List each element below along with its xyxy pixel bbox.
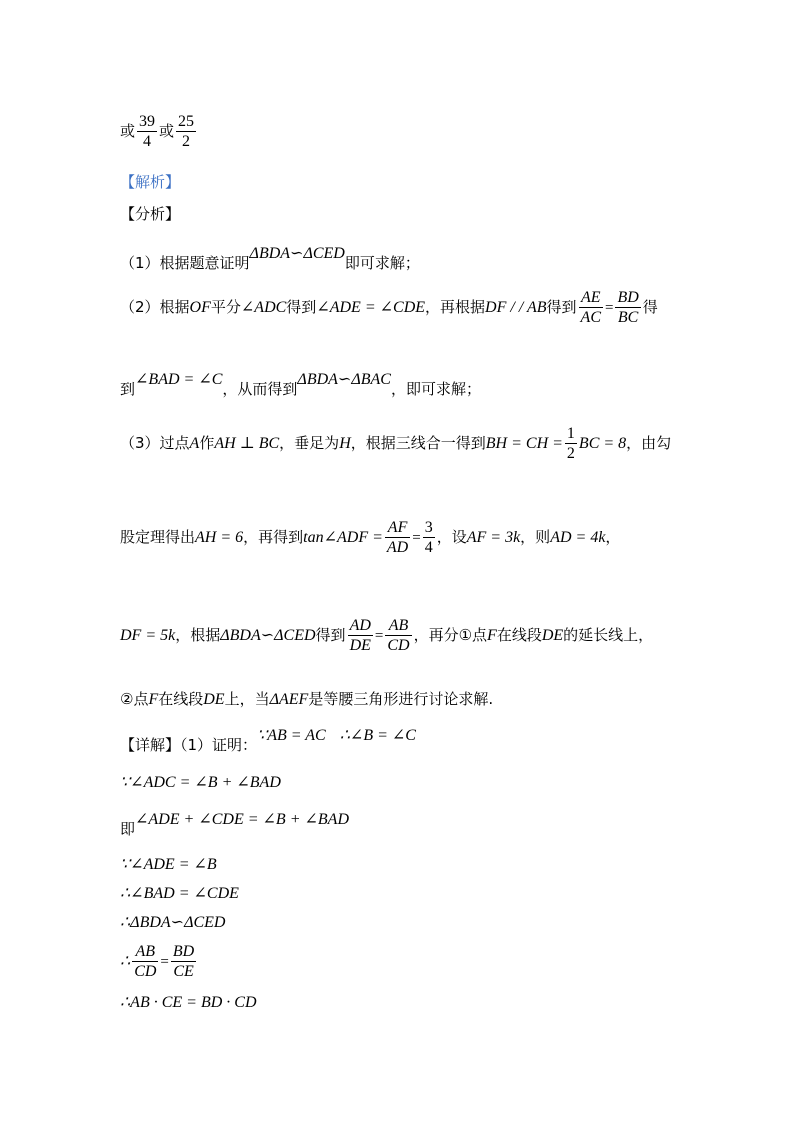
step-1: ∵∠ADC = ∠B + ∠BAD [120,774,281,791]
similar-triangles-math: ΔBDA∽ΔCED [249,245,345,262]
fenxi-label: 【分析】 [120,205,181,223]
fraction-one-half: $\frac{1}{2}$ [566,425,575,463]
step-6: ∴ $\frac{AB}{CD}$ = $\frac{BD}{CE}$ [120,943,195,981]
fraction-ab-cd: $\frac{AB}{CD}$ [134,943,157,981]
xiangjie-line: 【详解】（1）证明：∵AB = AC ∴∠B = ∠C [120,727,416,754]
step-4: ∴∠BAD = ∠CDE [120,885,239,902]
fraction-ab-cd: $\frac{AB}{CD}$ [387,617,410,655]
fraction-bd-bc: $\frac{BD}{BC}$ [617,289,639,327]
or-text: 或 [120,122,136,141]
step-3: ∵∠ADE = ∠B [120,856,217,873]
answer-line [120,112,198,151]
fraction-25-2: $\frac{25}{2}$ [178,113,195,151]
fraction-39-4: $\frac{39}{4}$ [139,113,156,151]
xiangjie-label: 【详解】（1）证明： [120,736,258,754]
analysis-part-3-cont2: DF = 5k，根据ΔBDA∽ΔCED得到 $\frac{AD}{DE}$ = $\frac{AB}{CD}$ ，再分①点F在线段DE的延长线上， [120,617,654,655]
step-5: ∴ΔBDA∽ΔCED [120,914,226,931]
fraction-af-ad: $\frac{AF}{AD}$ [386,519,409,557]
or-text: 或 [159,122,175,141]
step-7: ∴AB · CE = BD · CD [120,994,257,1011]
fraction-3-4: $\frac{3}{4}$ [424,519,433,557]
analysis-part-2: （2）根据OF平分∠ADC得到∠ADE = ∠CDE，再根据DF / / AB得到 $\frac{AE}{AC}$ = $\frac{BD}{BC}$ 得 [120,289,658,327]
analysis-part-3: （3）过点A作AH ⊥ BC，垂足为H，根据三线合一得到BH = CH = $\frac{1}{2}$ BC = 8，由勾 [120,425,672,463]
jiexi-label: 【解析】 [120,173,181,191]
analysis-part-1: （1）根据题意证明ΔBDA∽ΔCED即可求解； [120,245,420,272]
step-2: 即∠ADE + ∠CDE = ∠B + ∠BAD [120,811,350,838]
fraction-ae-ac: $\frac{AE}{AC}$ [580,289,601,327]
analysis-part-3-cont: 股定理得出AH = 6，再得到tan∠ADF = $\frac{AF}{AD}$ = $\frac{3}{4}$ ，设AF = 3k，则AD = 4k， [120,519,621,557]
analysis-part-3-cont3: ②点F在线段DE上，当ΔAEF是等腰三角形进行讨论求解. [120,690,494,708]
analysis-part-2-cont: 到∠BAD = ∠C，从而得到ΔBDA∽ΔBAC，即可求解； [120,371,481,398]
fraction-ad-de: $\frac{AD}{DE}$ [349,617,371,655]
fraction-bd-ce: $\frac{BD}{CE}$ [172,943,195,981]
